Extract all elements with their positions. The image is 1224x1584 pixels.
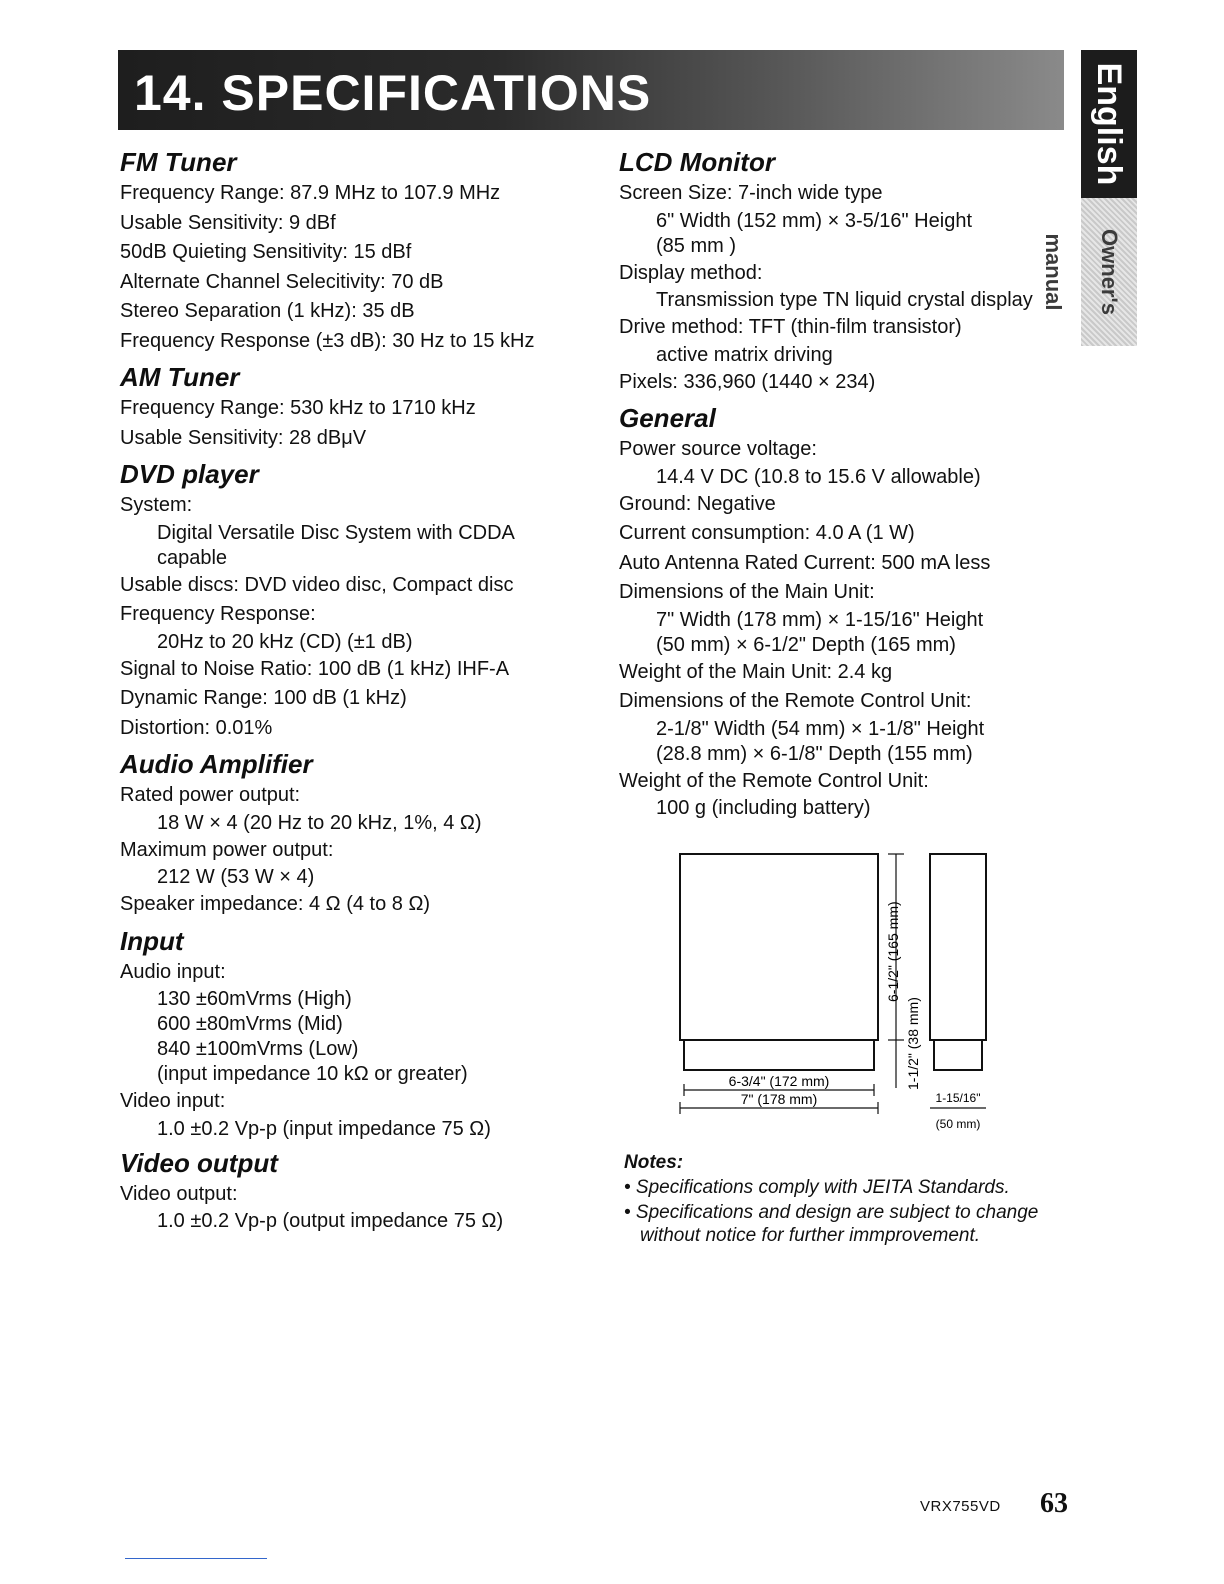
spec-line: (input impedance 10 kΩ or greater) xyxy=(157,1063,468,1085)
side-unit-body xyxy=(930,854,986,1040)
gap-label: 1-1/2" (38 mm) xyxy=(905,997,921,1090)
height-mm-label: (50 mm) xyxy=(935,1117,981,1131)
main-unit-front-panel xyxy=(684,1040,874,1070)
spec-line: Dimensions of the Main Unit: xyxy=(619,581,875,603)
spec-line: Signal to Noise Ratio: 100 dB (1 kHz) IHF-A xyxy=(120,657,510,680)
manual-label: Owner's manual xyxy=(1041,229,1122,315)
footer-rule xyxy=(125,1558,267,1559)
spec-line: Dynamic Range: 100 dB (1 kHz) xyxy=(120,687,407,709)
dimension-diagram xyxy=(672,840,1002,1140)
section-title: Input xyxy=(120,925,184,956)
spec-line: Weight of the Main Unit: 2.4 kg xyxy=(619,660,893,683)
side-unit-front xyxy=(934,1040,982,1070)
spec-line: Usable Sensitivity: 9 dBf xyxy=(120,211,336,234)
spec-line: Frequency Range: 87.9 MHz to 107.9 MHz xyxy=(120,182,501,204)
spec-line: Distortion: 0.01% xyxy=(120,716,273,739)
spec-line: (28.8 mm) × 6-1/8" Depth (155 mm) xyxy=(656,742,973,765)
spec-line: Dimensions of the Remote Control Unit: xyxy=(619,690,972,712)
spec-line: 840 ±100mVrms (Low) xyxy=(157,1038,359,1060)
spec-line: (85 mm ) xyxy=(656,234,736,257)
spec-line: 1.0 ±0.2 Vp-p (input impedance 75 Ω) xyxy=(157,1117,491,1140)
spec-line: Alternate Channel Selecitivity: 70 dB xyxy=(120,270,444,293)
spec-line: Usable discs: DVD video disc, Compact disc xyxy=(120,573,514,596)
spec-line: Frequency Range: 530 kHz to 1710 kHz xyxy=(120,397,476,419)
note-item: • Specifications and design are subject to change without notice for further immprovement. xyxy=(624,1202,1039,1246)
spec-line: 6" Width (152 mm) × 3-5/16" Height xyxy=(656,209,972,232)
spec-line: 7" Width (178 mm) × 1-15/16" Height xyxy=(656,608,984,631)
spec-line: Video output: xyxy=(120,1182,238,1205)
spec-line: 1.0 ±0.2 Vp-p (output impedance 75 Ω) xyxy=(157,1210,504,1232)
spec-line: Stereo Separation (1 kHz): 35 dB xyxy=(120,300,415,322)
section-title: FM Tuner xyxy=(120,147,237,177)
spec-line: Rated power output: xyxy=(120,784,301,806)
section-title: General xyxy=(619,403,716,433)
notes xyxy=(624,1150,1074,1249)
section-title: LCD Monitor xyxy=(619,147,775,177)
spec-line: 14.4 V DC (10.8 to 15.6 V allowable) xyxy=(656,465,981,488)
spec-line: Transmission type TN liquid crystal display xyxy=(656,289,1033,311)
spec-line: Current consumption: 4.0 A (1 W) xyxy=(619,522,915,544)
spec-line: Digital Versatile Disc System with CDDA xyxy=(157,521,515,544)
main-unit-body xyxy=(680,854,878,1040)
outer-width-label: 7" (178 mm) xyxy=(740,1091,818,1107)
spec-line: Pixels: 336,960 (1440 × 234) xyxy=(619,370,876,393)
spec-line: Maximum power output: xyxy=(120,838,334,861)
spec-line: 20Hz to 20 kHz (CD) (±1 dB) xyxy=(157,630,413,653)
notes-title: Notes: xyxy=(624,1152,684,1173)
right-column xyxy=(619,145,1059,821)
spec-line: Frequency Response (±3 dB): 30 Hz to 15 kHz xyxy=(120,329,535,352)
inner-width-label: 6-3/4" (172 mm) xyxy=(728,1073,830,1089)
spec-line: Video input: xyxy=(120,1090,226,1112)
depth-label: 6-1/2" (165 mm) xyxy=(885,901,901,1002)
left-column xyxy=(120,145,580,1234)
spec-line: active matrix driving xyxy=(656,343,833,366)
spec-line: Power source voltage: xyxy=(619,438,817,460)
dimension-diagram-svg xyxy=(672,840,1002,1140)
spec-line: Usable Sensitivity: 28 dBμV xyxy=(120,426,367,449)
section-title: Audio Amplifier xyxy=(120,749,313,779)
page-number: 63 xyxy=(1040,1488,1068,1519)
spec-line: Drive method: TFT (thin-film transistor) xyxy=(619,316,962,338)
spec-line: 130 ±60mVrms (High) xyxy=(157,988,352,1010)
title-bar xyxy=(118,50,1064,130)
page-title: 14. SPECIFICATIONS xyxy=(134,65,652,121)
section-title: AM Tuner xyxy=(120,362,240,392)
spec-line: Speaker impedance: 4 Ω (4 to 8 Ω) xyxy=(120,893,431,915)
spec-line: Auto Antenna Rated Current: 500 mA less xyxy=(619,551,991,574)
spec-line: 212 W (53 W × 4) xyxy=(157,866,315,888)
language-label: English xyxy=(1090,62,1128,186)
language-tab xyxy=(1081,50,1137,198)
height-label: 1-15/16" xyxy=(935,1091,981,1105)
spec-line: System: xyxy=(120,494,193,516)
spec-line: Frequency Response: xyxy=(120,603,316,625)
spec-line: Audio input: xyxy=(120,960,226,983)
section-title: DVD player xyxy=(120,459,259,489)
spec-line: (50 mm) × 6-1/2" Depth (165 mm) xyxy=(656,633,956,656)
manual-tab xyxy=(1041,198,1137,346)
spec-line: Ground: Negative xyxy=(619,492,776,515)
spec-line: 18 W × 4 (20 Hz to 20 kHz, 1%, 4 Ω) xyxy=(157,811,482,834)
spec-line: 2-1/8" Width (54 mm) × 1-1/8" Height xyxy=(656,717,985,740)
model-number: VRX755VD xyxy=(920,1498,1001,1515)
spec-line: Display method: xyxy=(619,261,763,284)
spec-line: capable xyxy=(157,546,228,569)
spec-line: Weight of the Remote Control Unit: xyxy=(619,769,929,792)
section-title: Video output xyxy=(120,1147,278,1178)
note-item: • Specifications comply with JEITA Standards. xyxy=(624,1177,1010,1198)
spec-line: 100 g (including battery) xyxy=(656,797,871,819)
spec-line: Screen Size: 7-inch wide type xyxy=(619,182,883,204)
spec-line: 50dB Quieting Sensitivity: 15 dBf xyxy=(120,241,412,263)
spec-line: 600 ±80mVrms (Mid) xyxy=(157,1013,343,1035)
